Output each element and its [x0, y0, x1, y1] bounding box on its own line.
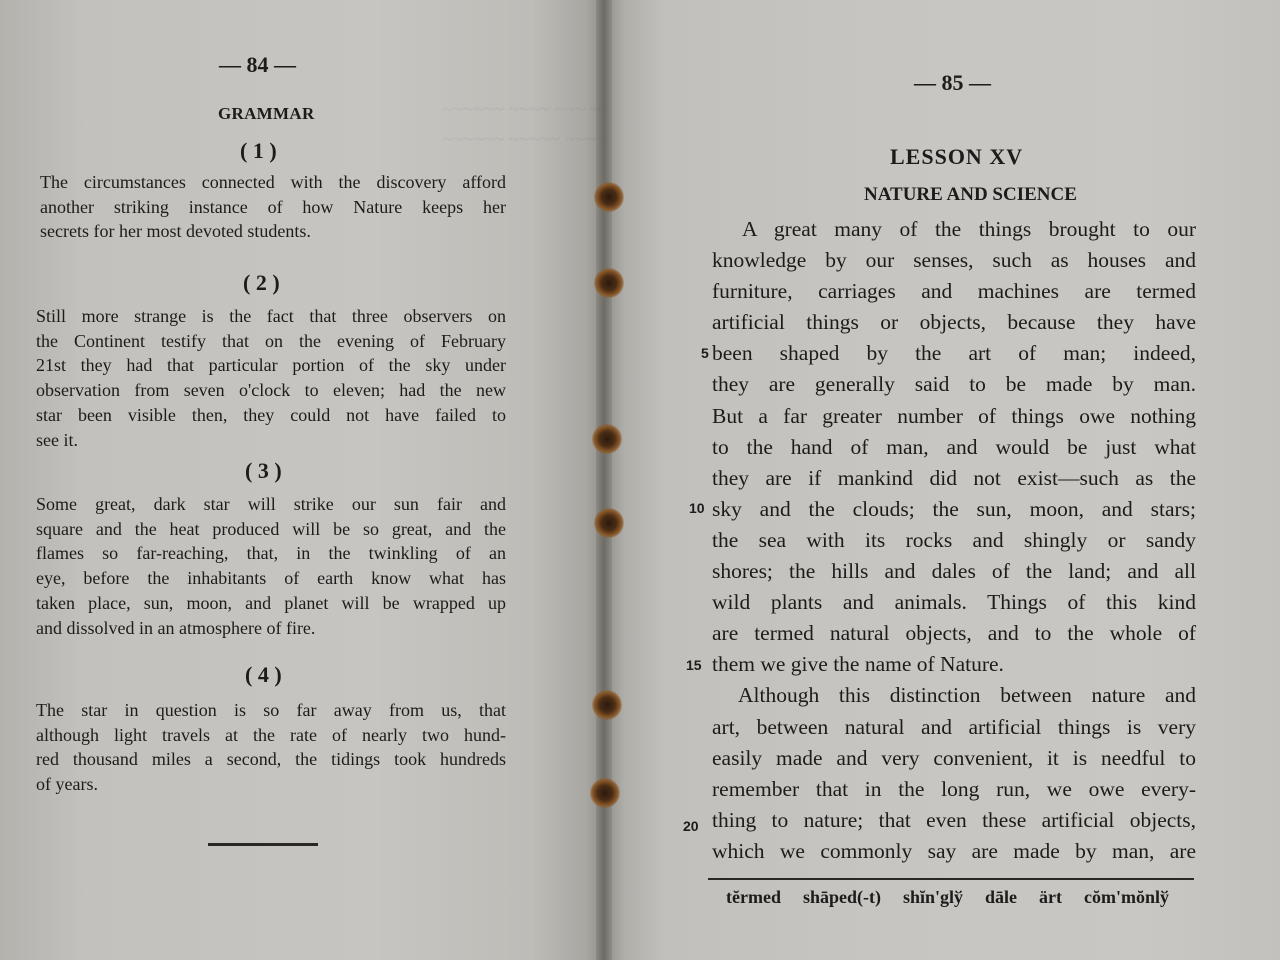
text-line: see it.: [36, 429, 78, 450]
line-number: 20: [683, 818, 699, 834]
text-line: knowledge by our senses, such as houses and: [712, 248, 1196, 273]
right-page: [604, 0, 1280, 960]
text-line: observation from seven o'clock to eleven; had the new: [36, 380, 506, 401]
staple-hole: [590, 778, 620, 808]
staple-hole: [594, 508, 624, 538]
staple-hole: [594, 268, 624, 298]
text-line: thing to nature; that even these artificial objects,: [712, 807, 1196, 832]
text-line: although light travels at the rate of nearly two hund-: [36, 724, 506, 745]
line-number: 5: [701, 345, 709, 361]
page-number: — 84 —: [219, 52, 296, 77]
line-number: 15: [686, 657, 702, 673]
section-paragraph: [36, 492, 506, 640]
page-number: — 85 —: [914, 70, 991, 95]
text-line: sky and the clouds; the sun, moon, and stars;: [712, 496, 1196, 521]
text-line: are termed natural objects, and to the whole of: [712, 621, 1196, 646]
staple-hole: [592, 690, 622, 720]
text-line: Some great, dark star will strike our sun fair and: [36, 494, 506, 514]
text-line: shores; the hills and dales of the land; and all: [712, 559, 1196, 584]
text-line: square and the heat produced will be so great, and the: [36, 518, 506, 539]
vocab-word: tĕrmed: [726, 887, 781, 907]
text-line: artificial things or objects, because they have: [712, 310, 1196, 335]
text-line: been shaped by the art of man; indeed,: [712, 341, 1196, 366]
vocabulary-list: [726, 887, 1169, 908]
vocab-word: cŏm'mŏnlў: [1084, 887, 1170, 907]
text-line: 21st they had that particular portion of the sky under: [36, 355, 506, 376]
staple-hole: [592, 424, 622, 454]
staple-hole: [594, 182, 624, 212]
section-label: ( 2 ): [243, 270, 280, 295]
vocab-word: dāle: [985, 887, 1018, 907]
text-line: the Continent testify that on the evening of February: [36, 330, 506, 351]
text-line: star been visible then, they could not have failed to: [36, 404, 506, 425]
text-line: Although this distinction between nature and: [738, 683, 1196, 708]
book-gutter: [596, 0, 612, 960]
text-line: art, between natural and artificial things is very: [712, 714, 1196, 739]
text-line: they are generally said to be made by man.: [712, 372, 1196, 397]
lesson-body: [712, 214, 1196, 867]
text-line: to the hand of man, and would be just what: [712, 434, 1196, 459]
footnote-rule: [708, 878, 1194, 880]
text-line: But a far greater number of things owe nothing: [712, 403, 1196, 428]
bleed-through-text: ~~~~~~ ~~~~ ~~~ ~~~~~~ ~~~~~: [442, 99, 586, 150]
vocab-word: shĭn'glў: [902, 887, 964, 907]
section-label: ( 1 ): [240, 138, 277, 163]
text-line: A great many of the things brought to our: [742, 217, 1196, 241]
section-paragraph: [40, 170, 506, 244]
text-line: them we give the name of Nature.: [712, 652, 1004, 677]
text-line: easily made and very convenient, it is needful to: [712, 745, 1196, 770]
text-line: they are if mankind did not exist—such as the: [712, 465, 1196, 490]
text-line: The circumstances connected with the discovery afford: [40, 172, 506, 192]
vocab-word: ärt: [1039, 887, 1063, 907]
section-paragraph: [36, 698, 506, 797]
section-label: ( 3 ): [245, 458, 282, 483]
vocab-word: shāped(-t): [802, 887, 881, 907]
text-line: taken place, sun, moon, and planet will be wrapped up: [36, 592, 506, 613]
text-line: of years.: [36, 774, 98, 795]
text-line: eye, before the inhabitants of earth know what has: [36, 568, 506, 589]
text-line: flames so far-reaching, that, in the twinkling of an: [36, 543, 506, 564]
text-line: furniture, carriages and machines are termed: [712, 279, 1196, 304]
text-line: which we commonly say are made by man, are: [712, 838, 1196, 863]
lesson-subtitle: NATURE AND SCIENCE: [864, 184, 1077, 205]
end-rule: [208, 843, 318, 846]
text-line: red thousand miles a second, the tidings took hundreds: [36, 749, 506, 770]
lesson-title: LESSON XV: [890, 144, 1024, 169]
text-line: and dissolved in an atmosphere of fire.: [36, 617, 316, 638]
line-number: 10: [689, 500, 705, 516]
text-line: The star in question is so far away from us, that: [36, 700, 506, 720]
text-line: Still more strange is the fact that three observers on: [36, 306, 506, 326]
text-line: wild plants and animals. Things of this kind: [712, 590, 1196, 615]
section-label: ( 4 ): [245, 662, 282, 687]
left-page: [0, 0, 604, 960]
section-title: GRAMMAR: [218, 104, 315, 123]
text-line: the sea with its rocks and shingly or sandy: [712, 527, 1196, 552]
section-paragraph: [36, 304, 506, 452]
text-line: remember that in the long run, we owe every-: [712, 776, 1196, 801]
text-line: another striking instance of how Nature keeps her: [40, 196, 506, 217]
text-line: secrets for her most devoted students.: [40, 221, 311, 242]
